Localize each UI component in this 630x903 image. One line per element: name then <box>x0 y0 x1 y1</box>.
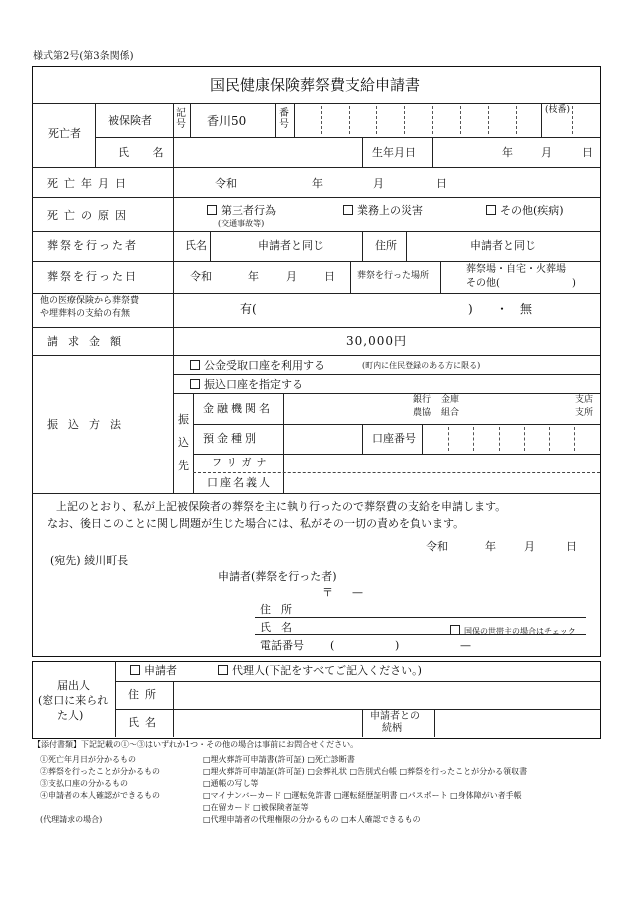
death-cause-label: 死亡の原因 <box>47 209 132 222</box>
deposit-type-label: 預金種別 <box>203 432 259 445</box>
deceased-name-label: 氏 名 <box>118 146 174 159</box>
phone-paren-open: ( <box>330 639 335 652</box>
transfer-side-2: 込 <box>178 436 189 449</box>
cause-other-option[interactable]: その他(疾病) <box>486 205 564 216</box>
phone-label: 電話番号 <box>260 639 304 652</box>
birth-month-unit: 月 <box>541 146 552 159</box>
cause-third-party-note: (交通事故等) <box>218 219 265 228</box>
other-insurance-label-2: や埋葬料の支給の有無 <box>40 309 131 319</box>
other-insurance-label-1: 他の医療保険から葬祭費 <box>40 296 140 306</box>
bango-label: 番号 <box>279 108 289 130</box>
funeral-person-address-value: 申請者と同じ <box>470 239 536 252</box>
cause-work-accident-option[interactable]: 業務上の災害 <box>343 205 423 216</box>
submitter-applicant-option[interactable]: 申請者 <box>130 665 177 676</box>
transfer-public-account-note: (町内に住民登録のある方に限る) <box>362 361 481 370</box>
furigana-label: フリガナ <box>212 458 272 469</box>
cause-third-party-option[interactable]: 第三者行為 <box>207 205 276 216</box>
funeral-date-month: 月 <box>286 270 297 283</box>
bank-type-ginko: 銀行 <box>413 395 432 405</box>
other-insurance-no: 無 <box>520 302 533 316</box>
attachment-right-5: □在留カード □被保険者証等 <box>203 803 309 812</box>
form-title: 国民健康保険葬祭費支給申請書 <box>209 76 420 94</box>
funeral-person-address-label: 住所 <box>375 239 397 252</box>
death-date-month: 月 <box>373 177 384 190</box>
edaban-label: (枝番) <box>545 105 571 115</box>
account-holder-label: 口座名義人 <box>207 476 272 489</box>
funeral-place-label: 葬祭を行った場所 <box>357 271 430 281</box>
checkbox-icon[interactable] <box>343 205 353 215</box>
birth-year-unit: 年 <box>502 146 513 159</box>
postal-dash: — <box>352 586 363 599</box>
transfer-side-1: 振 <box>178 413 189 426</box>
declaration-date-era: 令和 <box>426 540 448 553</box>
household-head-check[interactable]: 国保の世帯主の場合はチェック <box>450 625 576 636</box>
attachment-left-2: ②葬祭を行ったことが分かるもの <box>40 767 160 776</box>
checkbox-icon[interactable] <box>207 205 217 215</box>
relation-label-1: 申請者との <box>370 711 420 722</box>
deceased-section-label: 死亡者 <box>48 127 81 140</box>
applicant-address-label: 住所 <box>260 603 302 616</box>
checkbox-icon[interactable] <box>190 379 200 389</box>
submitter-label-2: (窓口に来られ <box>38 694 109 707</box>
declaration-line-2: なお、後日このことに関し問題が生じた場合には、私がその一切の責めを負います。 <box>47 517 465 530</box>
attachment-right-3: □通帳の写し等 <box>203 779 259 788</box>
branch-type-shisho: 支所 <box>575 408 594 418</box>
declaration-line-1: 上記のとおり、私が上記被保険者の葬祭を主に執り行ったので葬祭費の支給を申請します。 <box>56 500 507 513</box>
death-date-label: 死亡年月日 <box>47 177 132 190</box>
death-date-era: 令和 <box>215 177 237 190</box>
attachment-right-4: □マイナンバーカード □運転免許書 □運転経歴証明書 □パスポート □身体障がい者手帳 <box>203 791 522 800</box>
checkbox-icon[interactable] <box>190 360 200 370</box>
attachment-left-1: ①死亡年月日が分かるもの <box>40 755 136 764</box>
attachment-right-2: □埋火葬許可申請証(許可証) □会葬礼状 □告別式台帳 □葬祭を行ったことが分かる領収書 <box>203 767 528 776</box>
claim-label: 請求金額 <box>47 335 131 348</box>
funeral-date-day: 日 <box>324 270 335 283</box>
declaration-date-year: 年 <box>485 540 496 553</box>
checkbox-icon[interactable] <box>486 205 496 215</box>
submitter-label-3: た人) <box>57 709 84 722</box>
form-number: 様式第2号(第3条関係) <box>33 51 134 62</box>
attachment-left-6: (代理請求の場合) <box>40 815 103 824</box>
death-date-year: 年 <box>312 177 323 190</box>
transfer-label: 振込方法 <box>47 418 131 431</box>
funeral-person-name-label: 氏名 <box>185 239 207 252</box>
attachment-right-6: □代理申請者の代理権限の分かるもの □本人確認できるもの <box>203 815 421 824</box>
checkbox-icon[interactable] <box>130 665 140 675</box>
bank-type-nokyo: 農協 <box>413 408 432 418</box>
funeral-place-other: その他( <box>466 278 500 289</box>
relation-label-2: 続柄 <box>382 723 402 734</box>
kigo-value: 香川50 <box>207 114 247 128</box>
insured-label: 被保険者 <box>108 114 152 127</box>
transfer-side-3: 先 <box>178 459 189 472</box>
attachment-right-1: □埋火葬許可申請書(許可証) □死亡診断書 <box>203 755 355 764</box>
applicant-label: 申請者(葬祭を行った者) <box>218 570 337 583</box>
submitter-agent-option[interactable]: 代理人(下記をすべてご記入ください。) <box>218 665 422 676</box>
phone-paren-close: ) <box>395 639 400 652</box>
account-number-label: 口座番号 <box>372 432 416 445</box>
submitter-name-label: 氏名 <box>128 716 162 729</box>
submitter-label-1: 届出人 <box>57 679 90 692</box>
funeral-person-label: 葬祭を行った者 <box>47 239 138 252</box>
checkbox-icon[interactable] <box>218 665 228 675</box>
other-insurance-separator: ・ <box>496 302 509 316</box>
funeral-place-other-close: ) <box>572 278 576 289</box>
other-insurance-yes-close: ) <box>468 302 473 316</box>
branch-type-shiten: 支店 <box>575 395 594 405</box>
bank-name-label: 金融機関名 <box>203 402 273 415</box>
transfer-public-account-option[interactable]: 公金受取口座を利用する <box>190 360 325 371</box>
funeral-person-name-value: 申請者と同じ <box>258 239 324 252</box>
claim-amount: 30,000円 <box>346 334 407 348</box>
birth-label: 生年月日 <box>372 146 416 159</box>
declaration-date-day: 日 <box>566 540 577 553</box>
funeral-date-year: 年 <box>248 270 259 283</box>
attachment-left-4: ④申請者の本人確認ができるもの <box>40 791 160 800</box>
applicant-name-label: 氏名 <box>260 621 302 634</box>
bank-type-kumiai: 組合 <box>441 408 460 418</box>
bank-type-kinko: 金庫 <box>441 395 460 405</box>
funeral-date-label: 葬祭を行った日 <box>47 270 138 283</box>
addressee: (宛先) 綾川町長 <box>50 554 129 567</box>
death-date-day: 日 <box>436 177 447 190</box>
transfer-specify-account-option[interactable]: 振込口座を指定する <box>190 379 303 390</box>
funeral-date-era: 令和 <box>190 270 212 283</box>
other-insurance-yes: 有( <box>240 302 257 316</box>
postal-mark: 〒 <box>322 586 333 599</box>
birth-day-unit: 日 <box>582 146 593 159</box>
submitter-address-label: 住所 <box>128 688 162 701</box>
phone-dash: — <box>460 639 471 652</box>
funeral-place-options: 葬祭場・自宅・火葬場 <box>466 264 566 275</box>
attachments-header: 【添付書類】下記記載の①〜③はいずれか1つ・その他の場合は事前にお問合せください。 <box>33 740 359 749</box>
attachment-left-3: ③支払口座の分かるもの <box>40 779 128 788</box>
kigo-label: 記号 <box>176 108 186 130</box>
declaration-date-month: 月 <box>524 540 535 553</box>
